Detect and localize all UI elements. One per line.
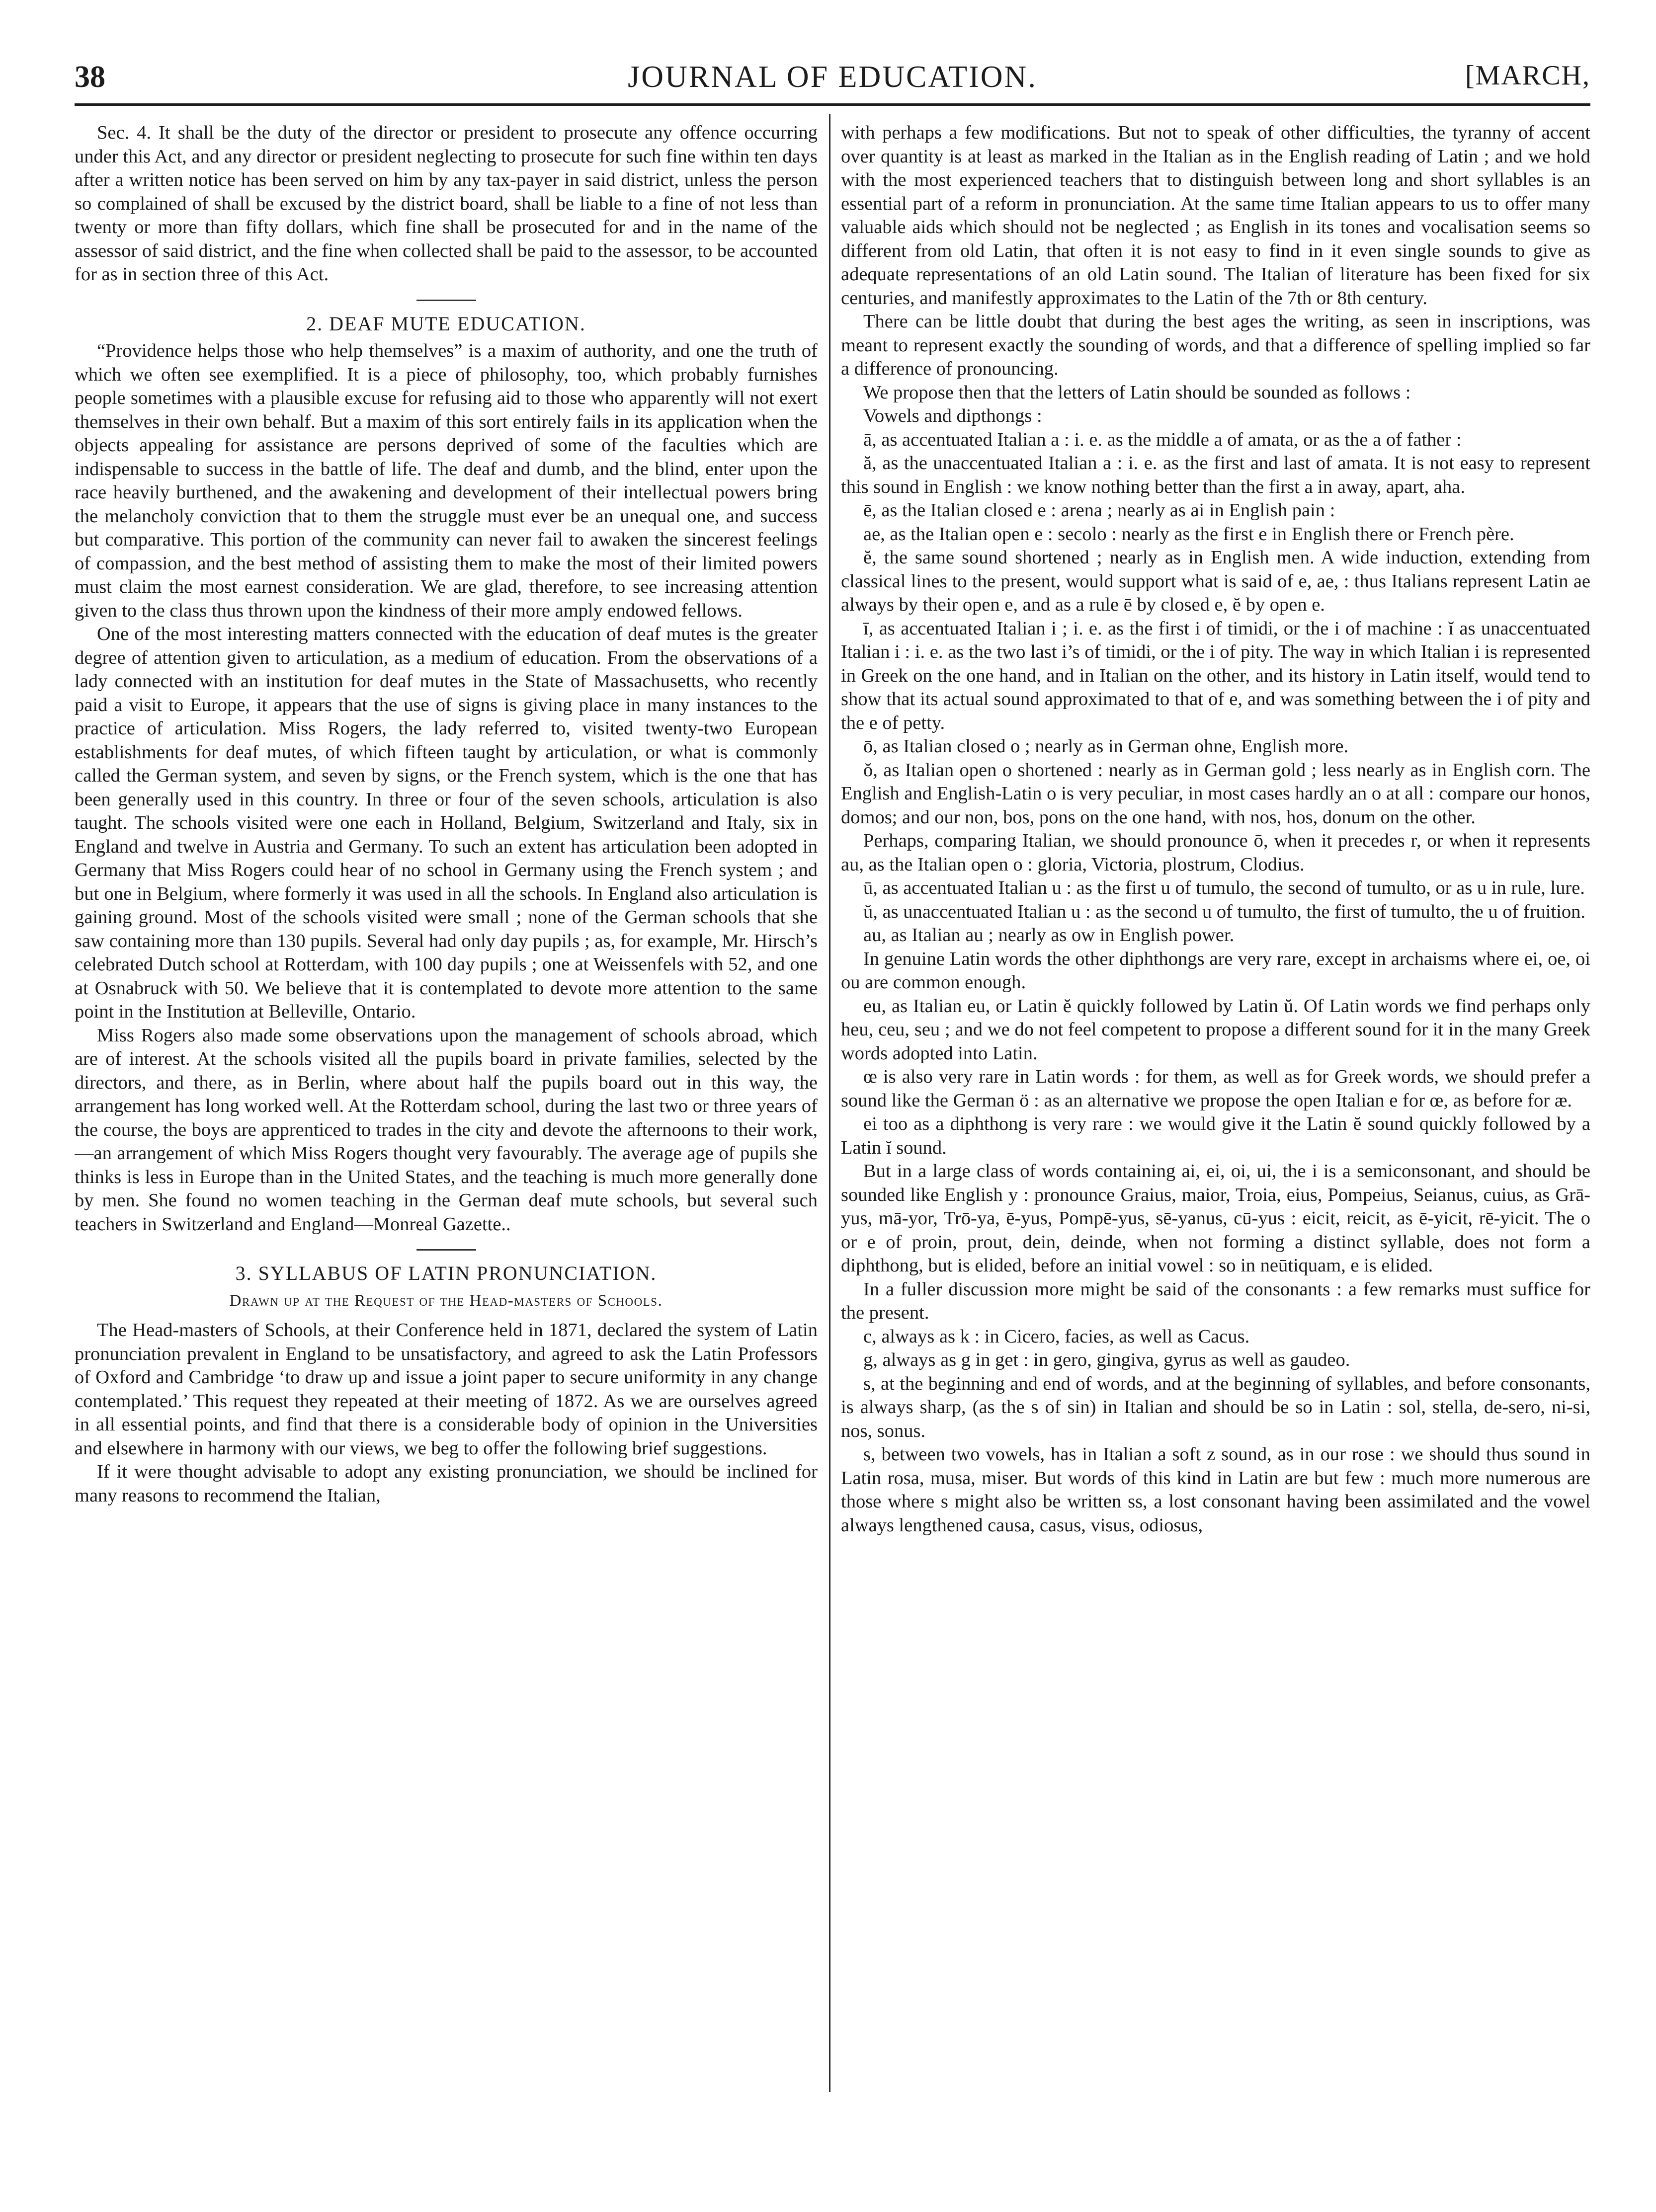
article-paragraph: But in a large class of words containing ai, ei, oi, ui, the i is a semiconsonant, and should be sounded like English y : pronounce Graius, maior, Troia, eius, Pompeius, Seianus, cuius, as Grā-yus, mā-yor, Trō-ya, ē-yus, Pompē-yus, sē-yanus, cū-yus : eicit, reicit, as ē-yicit, rē-yicit. The o or e of proin, prout, dein, deinde, when not forming a distinct syllable, does not form a diphthong, but is elided, before an initial vowel : so in neūtiquam, e is elided. [841,1161,1590,1276]
article-paragraph: ae, as the Italian open e : secolo : nearly as the first e in English there or French père. [863,523,1514,545]
article-paragraph: One of the most interesting matters connected with the education of deaf mutes is the greater degree of attention given to articulation, as a medium of education. From the observations of a lady connected with an institution for deaf mutes in the State of Massachusetts, who recently paid a visit to Europe, it appears that the use of signs is giving place in many instances to the practice of articulation. Miss Rogers, the lady referred to, visited twenty-two European establishments for deaf mutes, of which fifteen taught by articulation, or what is commonly called the German system, and seven by signs, or the French system, which is the one that has been generally used in this country. In three or four of the seven schools, articulation is also taught. The schools visited were one each in Holland, Belgium, Switzerland and Italy, six in England and twelve in Austria and Germany. To such an extent has articulation been adopted in Germany that Miss Rogers could hear of no school in Germany using the French system ; and but one in Belgium, where formerly it was used in all the schools. In England also articulation is gaining ground. Most of the schools visited were small ; none of the German schools that she saw containing more than 130 pupils. Several had only day pupils ; as, for example, Mr. Hirsch’s celebrated Dutch school at Rotterdam, with 100 day pupils ; one at Weissenfels with 52, and one at Osnabruck with 50. We believe that it is contemplated to devote more attention to the same point in the Institution at Belleville, Ontario. [75,624,818,1022]
header-rule [75,103,1590,106]
column-divider [829,114,830,2092]
article-paragraph: Perhaps, comparing Italian, we should pronounce ō, when it precedes r, or when it represents au, as the Italian open o : gloria, Victoria, plostrum, Clodius. [841,830,1590,875]
article-paragraph: We propose then that the letters of Latin should be sounded as follows : [863,382,1411,403]
article-paragraph: with perhaps a few modifications. But not to speak of other difficulties, the tyranny of accent over quantity is at least as marked in the Italian as in the English reading of Latin ; and we hold with the most experienced teachers that to distinguish between long and short syllables is an essential part of a reform in pronunciation. At the same time Italian appears to us to offer many valuable aids which should not be neglected ; as English in its tones and vocalisation seems so different from old Latin, that often it is not easy to find in it even single sounds to give as adequate representations of an old Latin sound. The Italian of literature has been fixed for six centuries, and manifestly approximates to the Latin of the 7th or 8th century. [841,122,1590,309]
section-4-paragraph: Sec. 4. It shall be the duty of the director or president to prosecute any offence occurring under this Act, and any director or president neglecting to prosecute for such fine within ten days after a written notice has been served on him by any tax-payer in said district, unless the person so complained of shall be excused by the district board, shall be liable to a fine of not less than twenty or more than fifty dollars, which fine shall be prosecuted for and in the name of the assessor of said district, and the fine when collected shall be paid to the assessor, to be accounted for as in section three of this Act. [75,122,818,285]
article-paragraph: ĕ, the same sound shortened ; nearly as in English men. A wide induction, extending from classical lines to the present, would support what is said of e, ae, : thus Italians represent Latin ae always by their open e, and as a rule ē by closed e, ĕ by open e. [841,547,1590,615]
article-paragraph: If it were thought advisable to adopt any existing pronunciation, we should be inclined for many reasons to recommend the Italian, [75,1461,818,1506]
article-paragraph: ŭ, as unaccentuated Italian u : as the second u of tumulto, the first of tumulto, the u of fruition. [863,901,1586,922]
right-column [841,121,1590,2099]
article-paragraph: ī, as accentuated Italian i ; i. e. as the first i of timidi, or the i of machine : ĭ as unaccentuated Italian i : i. e. as the two last i’s of timidi, or the i of pity. The way in which Italian i is represented in Greek on the one hand, and in Italian on the other, and its history in Latin itself, would tend to show that its actual sound approximated to that of e, and was something between the i of pity and the e of petty. [841,618,1590,733]
article-paragraph: ū, as accentuated Italian u : as the first u of tumulo, the second of tumulto, or as u in rule, lure. [863,877,1585,898]
article-paragraph: ā, as accentuated Italian a : i. e. as the middle a of amata, or as the a of father : [863,429,1462,450]
article-paragraph: g, always as g in get : in gero, gingiva, gyrus as well as gaudeo. [863,1349,1350,1370]
article-paragraph: au, as Italian au ; nearly as ow in English power. [863,925,1235,946]
article-paragraph: s, between two vowels, has in Italian a soft z sound, as in our rose : we should thus sound in Latin rosa, musa, miser. But words of this kind in Latin are but few : much more numerous are those where s might also be written ss, a lost consonant having been assimilated and the vowel always lengthened causa, casus, visus, odiosus, [841,1444,1590,1536]
article-paragraph: Vowels and dipthongs : [863,405,1042,426]
article-paragraph: ă, as the unaccentuated Italian a : i. e. as the first and last of amata. It is not easy to represent this sound in English : we know nothing better than the first a in away, apart, aha. [841,453,1590,497]
article-paragraph: “Providence helps those who help themselves” is a maxim of authority, and one the truth of which we often see exemplified. It is a piece of philosophy, too, which probably furnishes people sometimes with a plausible excuse for refusing aid to those who apparently will not exert themselves in their own behalf. But a maxim of this sort entirely fails in its application when the objects appealing for assistance are persons deprived of some of the faculties which are indispensable to success in the battle of life. The deaf and dumb, and the blind, enter upon the race heavily burthened, and the awakening and development of their intellectual powers bring the melancholy conviction that to them the struggle must ever be an unequal one, and success but comparative. This portion of the community can never fail to awaken the sincerest feelings of compassion, and the best method of assisting them to make the most of their limited powers must claim the most earnest consideration. We are glad, therefore, to see increasing attention given to the class thus thrown upon the kindness of their more amply endowed fellows. [75,340,818,621]
article-paragraph: ō, as Italian closed o ; nearly as in German ohne, English more. [863,736,1349,757]
article-paragraph: c, always as k : in Cicero, facies, as well as Cacus. [863,1326,1250,1347]
article-paragraph: ē, as the Italian closed e : arena ; nearly as ai in English pain : [863,500,1335,521]
section-separator [416,1249,476,1251]
article-paragraph: ŏ, as Italian open o shortened : nearly as in German gold ; less nearly as in English corn. The English and English-Latin o is very peculiar, in most cases hardly an o at all : compare our honos, domos; and our non, bos, pons on the one hand, with nos, hos, donum on the other. [841,759,1590,828]
article-paragraph: There can be little doubt that during the best ages the writing, as seen in inscriptions, was meant to represent exactly the sounding of words, and that a difference of spelling implied so far a difference of pronouncing. [841,311,1590,379]
article-paragraph: Miss Rogers also made some observations upon the management of schools abroad, which are of interest. At the schools visited all the pupils board in private families, selected by the directors, and there, as in Berlin, where about half the pupils board out in this way, the arrangement has long worked well. At the Rotterdam school, during the last two or three years of the course, the boys are apprenticed to trades in the city and devote the afternoons to their work,—an arrangement of which Miss Rogers thought very favourably. The average age of pupils she thinks is less in Europe than in the United States, and the teaching is much more generally done by men. She found no women teaching in the German deaf mute schools, but several such teachers in Switzerland and England—Monreal Gazette.. [75,1025,818,1235]
section-separator [416,300,476,301]
article-paragraph: eu, as Italian eu, or Latin ĕ quickly followed by Latin ŭ. Of Latin words we find perhaps only heu, ceu, seu ; and we do not feel competent to propose a different sound for it in the many Greek words adopted into Latin. [841,995,1590,1064]
article-paragraph: The Head-masters of Schools, at their Conference held in 1871, declared the system of Latin pronunciation prevalent in England to be unsatisfactory, and agreed to ask the Latin Professors of Oxford and Cambridge ‘to draw up and issue a joint paper to secure uniformity in any change contemplated.’ This request they repeated at their meeting of 1872. As we are ourselves agreed in all essential points, and find that there is a considerable body of opinion in the Universities and elsewhere in harmony with our views, we beg to offer the following brief suggestions. [75,1320,818,1459]
article-title-deaf-mute: 2. DEAF MUTE EDUCATION. [306,312,586,335]
article-paragraph: In a fuller discussion more might be said of the consonants : a few remarks must suffice for the present. [841,1278,1590,1323]
journal-title: JOURNAL OF EDUCATION. [628,60,1037,94]
article-paragraph: ei too as a diphthong is very rare : we would give it the Latin ĕ sound quickly followed by a Latin ĭ sound. [841,1113,1590,1158]
article-paragraph: s, at the beginning and end of words, and at the beginning of syllables, and before consonants, is always sharp, (as the s of sin) in Italian and should be so in Latin : sol, stella, de-sero, ni-si, nos, sonus. [841,1373,1590,1441]
left-column [75,121,818,2099]
article-paragraph: In genuine Latin words the other diphthongs are very rare, except in archaisms where ei, oe, oi ou are common enough. [841,948,1590,993]
page-number: 38 [75,60,105,94]
article-paragraph: œ is also very rare in Latin words : for them, as well as for Greek words, we should prefer a sound like the German ö : as an alternative we propose the open Italian e for œ, as before for æ. [841,1066,1590,1111]
article-subtitle: Drawn up at the Request of the Head-masters of Schools. [229,1291,663,1310]
running-head-month: [MARCH, [1465,60,1590,91]
page-header [75,60,1590,102]
article-title-latin: 3. SYLLABUS OF LATIN PRONUNCIATION. [235,1262,657,1284]
